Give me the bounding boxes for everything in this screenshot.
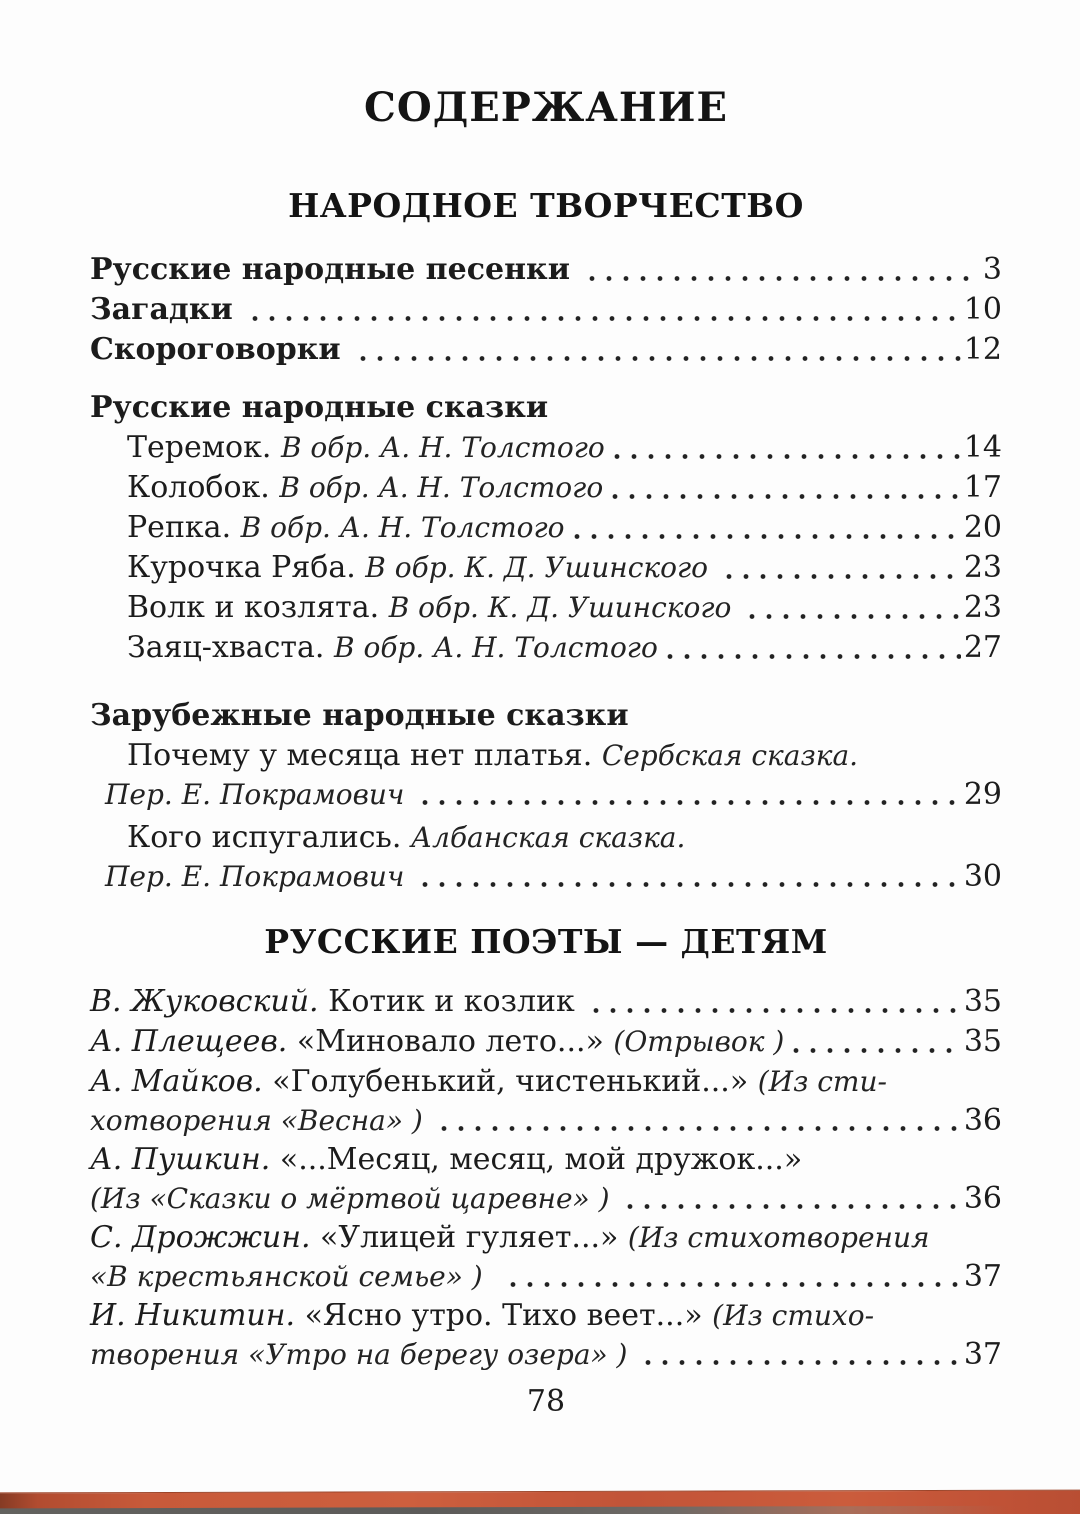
toc-entry-title: Котик и козлик xyxy=(328,984,585,1019)
toc-entry-title: Загадки xyxy=(90,292,244,327)
dot-leader xyxy=(667,653,961,660)
page-ref: 35 xyxy=(963,984,1002,1019)
toc-entry-annotation: (Из стихо- xyxy=(712,1299,875,1332)
page-ref: 17 xyxy=(963,470,1002,505)
toc-entry-author: В. Жуковский. xyxy=(90,984,329,1019)
toc-entry-annotation: В обр. А. Н. Толстого xyxy=(333,631,658,664)
toc-entry xyxy=(90,628,1002,668)
toc-entry-author: С. Дрожжин. xyxy=(90,1220,321,1255)
toc-entry xyxy=(90,250,1002,290)
dot-leader xyxy=(510,1281,961,1288)
page-ref: 36 xyxy=(963,1103,1002,1138)
toc-entry-title: Почему у месяца нет платья. xyxy=(127,738,602,773)
toc-entry-annotation: В обр. К. Д. Ушинского xyxy=(388,591,741,624)
toc-entry xyxy=(90,982,1002,1022)
toc-entry-title: Теремок. xyxy=(127,430,281,465)
toc-entry xyxy=(90,588,1002,628)
dot-leader xyxy=(589,275,980,282)
toc-entry-annotation: В обр. А. Н. Толстого xyxy=(240,511,565,544)
dot-leader xyxy=(612,493,961,500)
toc-entry-annotation: В обр. А. Н. Толстого xyxy=(279,471,604,504)
toc-entry-line1 xyxy=(90,1296,1002,1336)
toc-entry-annotation: (Из сти- xyxy=(757,1065,887,1098)
page-ref: 37 xyxy=(963,1259,1002,1294)
toc-entry-author: А. Плещеев. xyxy=(90,1024,297,1059)
page-title: СОДЕРЖАНИЕ xyxy=(364,84,728,131)
dot-leader xyxy=(422,881,961,888)
toc-entry xyxy=(90,548,1002,588)
toc-entry xyxy=(90,1022,1002,1062)
group-heading-russian-tales: Русские народные сказки xyxy=(90,390,549,425)
toc-entry-annotation: (Из стихотворения xyxy=(627,1221,930,1254)
toc-entry xyxy=(90,508,1002,548)
toc-entry-author: А. Пушкин. xyxy=(90,1142,280,1177)
group-heading-foreign-tales: Зарубежные народные сказки xyxy=(90,698,629,733)
toc-entry-line2 xyxy=(90,1336,1002,1374)
toc-entry-line1 xyxy=(90,1062,1002,1102)
dot-leader xyxy=(360,355,961,362)
toc-entry-line1 xyxy=(90,1218,1002,1258)
toc-entry-title: «Миновало лето...» xyxy=(296,1024,614,1059)
page-ref: 10 xyxy=(963,292,1002,327)
toc-entry-annotation: (Из «Сказки о мёртвой царевне» ) xyxy=(90,1182,619,1215)
toc-entry-title: Курочка Ряба. xyxy=(127,550,366,585)
toc-entry-line2 xyxy=(90,858,1002,896)
page-ref: 37 xyxy=(963,1337,1002,1372)
toc-entry-title: Волк и козлята. xyxy=(127,590,389,625)
dot-leader xyxy=(574,533,961,540)
page-ref: 23 xyxy=(963,590,1002,625)
section-heading-folk-art: НАРОДНОЕ ТВОРЧЕСТВО xyxy=(288,186,804,225)
page-ref: 36 xyxy=(963,1181,1002,1216)
toc-entry-line1 xyxy=(90,736,1002,776)
toc-entry-title: «Голубенький, чистенький...» xyxy=(272,1064,758,1099)
toc-entry-line2 xyxy=(90,1180,1002,1218)
toc-entry-annotation: Сербская сказка. xyxy=(601,739,859,772)
toc-entry-annotation: «В крестьянской семье» ) xyxy=(90,1260,501,1293)
toc-entry-title: «Ясно утро. Тихо веет...» xyxy=(304,1298,713,1333)
page-ref: 14 xyxy=(963,430,1002,465)
page-ref: 29 xyxy=(963,777,1002,812)
page-ref: 12 xyxy=(963,332,1002,367)
toc-entry xyxy=(90,428,1002,468)
toc-entry-title: «...Месяц, месяц, мой дружок...» xyxy=(279,1142,803,1177)
dot-leader xyxy=(441,1125,961,1132)
dot-leader xyxy=(749,613,961,620)
page-ref: 3 xyxy=(982,252,1002,287)
toc-entry-title: Русские народные песенки xyxy=(90,252,581,287)
page-ref: 27 xyxy=(963,630,1002,665)
toc-entry-title: Заяц-хваста. xyxy=(127,630,334,665)
toc-entry-title: Репка. xyxy=(127,510,241,545)
page-ref: 35 xyxy=(963,1024,1002,1059)
toc-entry xyxy=(90,290,1002,330)
dot-leader xyxy=(252,315,961,322)
toc-entry-annotation: творения «Утро на берегу озера» ) xyxy=(90,1338,637,1371)
toc-entry-line2 xyxy=(90,1102,1002,1140)
toc-entry-line2 xyxy=(90,776,1002,814)
toc-entry-title: Скороговорки xyxy=(90,332,352,367)
toc-entry-line1 xyxy=(90,818,1002,858)
toc-entry-title: Колобок. xyxy=(127,470,280,505)
toc-entry-line1 xyxy=(90,1140,1002,1180)
dot-leader xyxy=(726,573,961,580)
page-ref: 20 xyxy=(963,510,1002,545)
toc-entry-annotation: В обр. К. Д. Ушинского xyxy=(365,551,717,584)
toc-entry-author: И. Никитин. xyxy=(90,1298,305,1333)
section-heading-russian-poets: РУССКИЕ ПОЭТЫ — ДЕТЯМ xyxy=(264,922,828,961)
toc-entry-annotation: (Отрывок ) xyxy=(613,1025,785,1058)
toc-entry-author: А. Майков. xyxy=(90,1064,273,1099)
dot-leader xyxy=(593,1007,961,1014)
toc-entry-annotation: Албанская сказка. xyxy=(410,821,686,854)
toc-entry-title: «Улицей гуляет...» xyxy=(320,1220,628,1255)
page-ref: 30 xyxy=(963,859,1002,894)
scanned-book-edge xyxy=(0,1485,1080,1514)
toc-entry-translator: Пер. Е. Покрамович xyxy=(105,778,414,811)
dot-leader xyxy=(793,1047,961,1054)
dot-leader xyxy=(645,1359,960,1366)
page-ref: 23 xyxy=(963,550,1002,585)
toc-entry-translator: Пер. Е. Покрамович xyxy=(105,860,414,893)
dot-leader xyxy=(614,453,961,460)
toc-entry-line2 xyxy=(90,1258,1002,1296)
toc-entry xyxy=(90,468,1002,508)
toc-entry xyxy=(90,330,1002,370)
toc-entry-annotation: В обр. А. Н. Толстого xyxy=(280,431,605,464)
toc-entry-title: Кого испугались. xyxy=(127,820,411,855)
dot-leader xyxy=(422,799,961,806)
dot-leader xyxy=(627,1203,960,1210)
folio-page-number: 78 xyxy=(526,1384,566,1419)
toc-entry-annotation: хотворения «Весна» ) xyxy=(90,1104,432,1137)
